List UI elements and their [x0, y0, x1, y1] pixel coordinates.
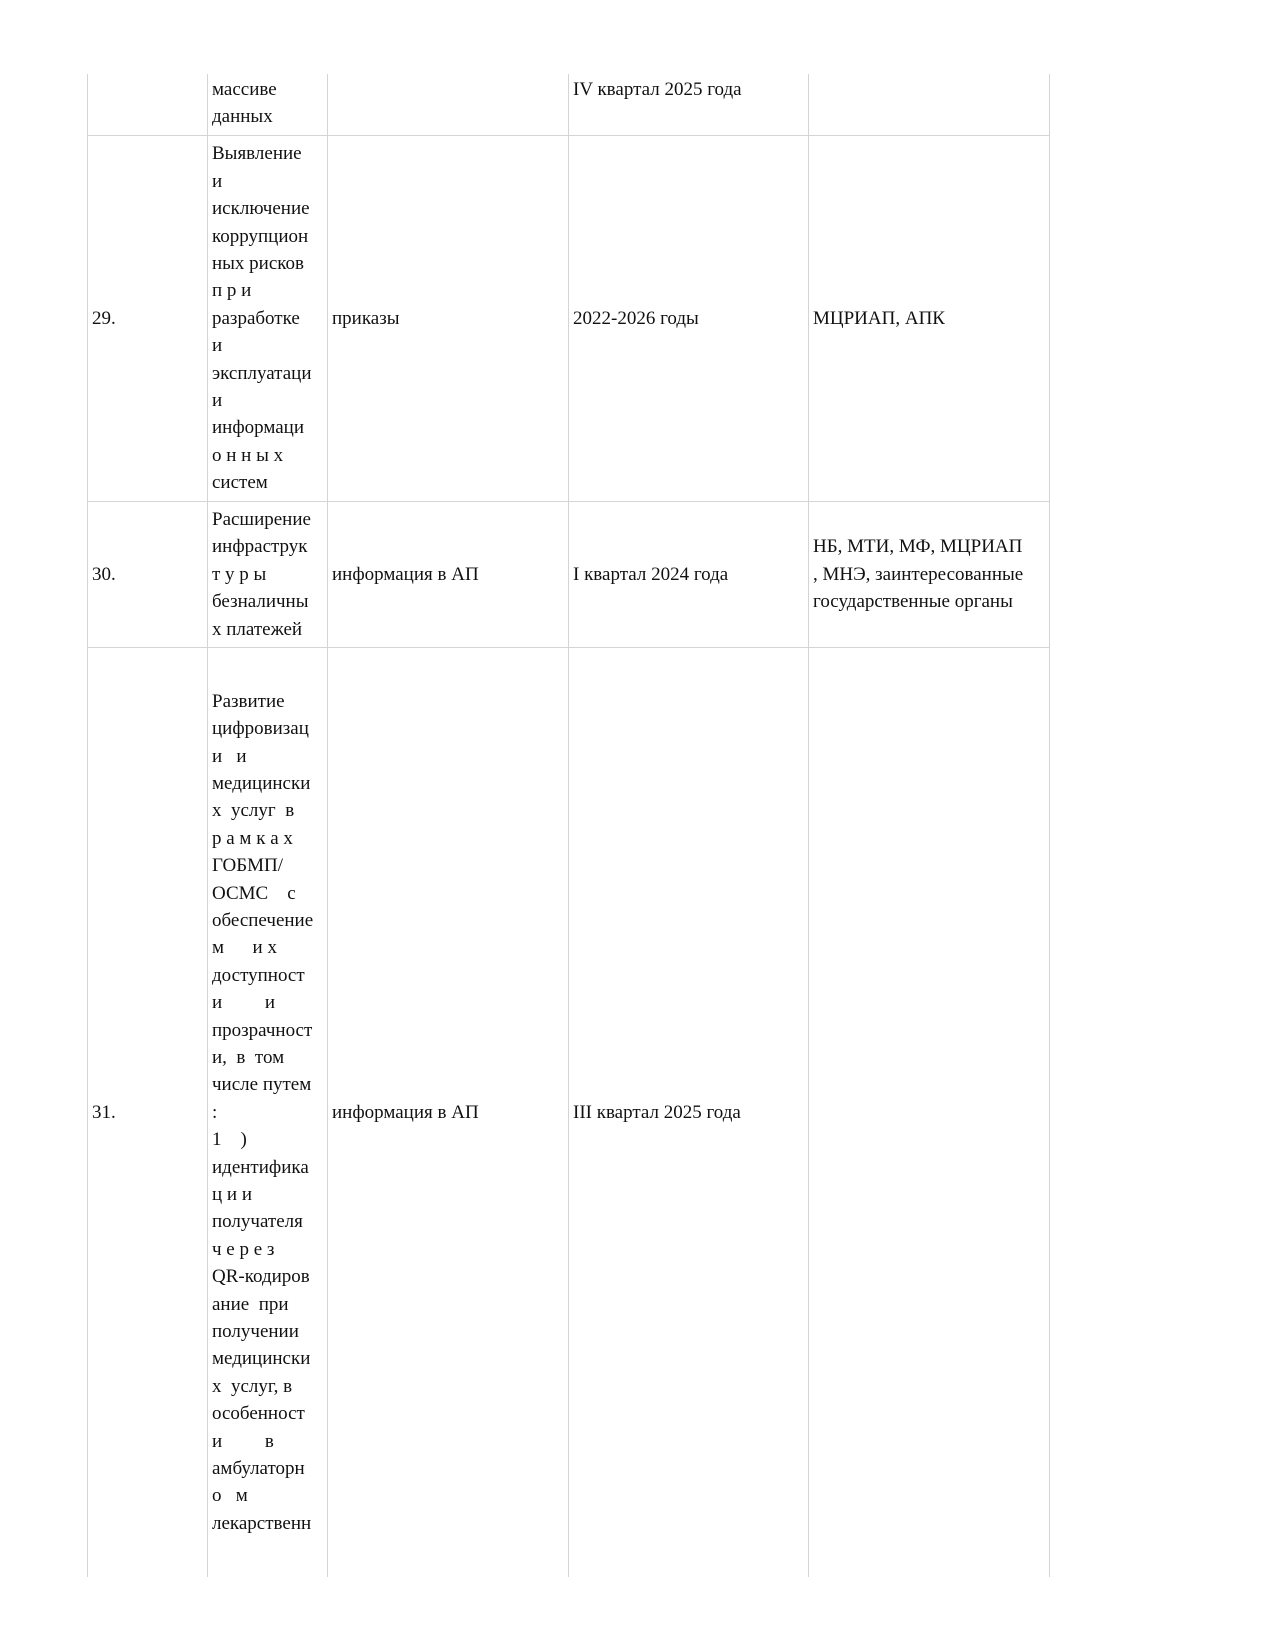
measure-name-line: числе путем [212, 1074, 312, 1096]
row-number-cell [88, 74, 208, 136]
responsible-cell [809, 502, 1050, 648]
measure-name-line: эксплуатаци [212, 362, 312, 384]
table-row [88, 648, 1050, 1578]
responsible-line: , МНЭ, заинтересованные [813, 563, 1024, 585]
measure-name-line: ОСМС с [212, 882, 296, 904]
deadline-cell: 2022-2026 годы [569, 136, 809, 502]
row-number-cell: 30. [88, 502, 208, 648]
measure-name-line: т у р ы [212, 563, 267, 585]
row-number-cell: 31. [88, 648, 208, 1578]
completion-form-cell: приказы [328, 136, 569, 502]
measure-name-line: цифровизац [212, 718, 309, 740]
measure-name-line: ц и и [212, 1184, 253, 1206]
document-page [87, 74, 1049, 1580]
measure-name-line: о м [212, 1485, 248, 1507]
row-number-cell: 29. [88, 136, 208, 502]
responsible-line: государственные органы [813, 591, 1013, 613]
measure-name-line: р а м к а х [212, 827, 293, 849]
measure-name-line: безналичны [212, 591, 309, 613]
responsible-cell [809, 74, 1050, 136]
measure-name-line: х услуг в [212, 800, 295, 822]
measure-name-line: систем [212, 472, 268, 494]
completion-form-cell: информация в АП [328, 648, 569, 1578]
measure-name-line: обеспечение [212, 909, 314, 931]
measure-name-line: исключение [212, 198, 310, 220]
measure-name-cell [208, 502, 328, 648]
measure-name-line: м и х [212, 937, 277, 959]
table-row [88, 502, 1050, 648]
measure-name-line: Выявление [212, 143, 302, 165]
measure-name-line: получателя [212, 1211, 303, 1233]
measure-name-line: х услуг, в [212, 1375, 293, 1397]
responsible-line: НБ, МТИ, МФ, МЦРИАП [813, 536, 1023, 558]
measure-name-text [212, 76, 323, 131]
measure-name-line: амбулаторн [212, 1458, 305, 1480]
measure-name-line: QR-кодиров [212, 1266, 310, 1288]
measure-name-cell [208, 74, 328, 136]
deadline-cell: IV квартал 2025 года [569, 74, 809, 136]
responsible-line: МЦРИАП, АПК [813, 307, 945, 329]
measure-name-line: и [212, 170, 223, 192]
measure-name-line: лекарственн [212, 1512, 312, 1534]
measure-name-text [212, 140, 323, 496]
measure-name-line: Расширение [212, 508, 311, 530]
measure-name-text [212, 688, 323, 1538]
deadline-cell: III квартал 2025 года [569, 648, 809, 1578]
measure-name-line: и [212, 335, 223, 357]
measure-name-line: прозрачност [212, 1019, 313, 1041]
measure-name-line: медицински [212, 1348, 311, 1370]
measure-name-line: особенност [212, 1403, 305, 1425]
measure-name-line: массиве [212, 79, 277, 100]
completion-form-cell [328, 74, 569, 136]
measure-name-line: ч е р е з [212, 1238, 275, 1260]
measure-name-line: получении [212, 1321, 299, 1343]
measure-name-line: и [212, 390, 223, 412]
measure-name-line: идентифика [212, 1156, 309, 1178]
table-row [88, 136, 1050, 502]
action-plan-table [87, 74, 1050, 1577]
measure-name-line: : [212, 1101, 218, 1123]
deadline-cell: I квартал 2024 года [569, 502, 809, 648]
measure-name-line: ных рисков [212, 252, 305, 274]
measure-name-line: и и [212, 992, 276, 1014]
measure-name-line: о н н ы х [212, 444, 284, 466]
measure-name-line: и и [212, 745, 247, 767]
measure-name-line: и, в том [212, 1046, 285, 1068]
measure-name-line: коррупцион [212, 225, 309, 247]
measure-name-line: и в [212, 1430, 274, 1452]
measure-name-line: информаци [212, 417, 305, 439]
measure-name-line: Развитие [212, 690, 285, 712]
measure-name-cell [208, 648, 328, 1578]
measure-name-line: ГОБМП/ [212, 855, 284, 877]
measure-name-line: медицински [212, 772, 311, 794]
responsible-cell [809, 648, 1050, 1578]
measure-name-line: п р и [212, 280, 252, 302]
measure-name-line: инфраструк [212, 536, 308, 558]
responsible-cell [809, 136, 1050, 502]
measure-name-text [212, 506, 323, 643]
measure-name-line: ание при [212, 1293, 289, 1315]
completion-form-cell: информация в АП [328, 502, 569, 648]
measure-name-line: 1 ) [212, 1129, 247, 1151]
table-row [88, 74, 1050, 136]
measure-name-cell [208, 136, 328, 502]
measure-name-line: доступност [212, 964, 305, 986]
measure-name-line: х платежей [212, 618, 303, 640]
measure-name-line: разработке [212, 307, 300, 329]
measure-name-line: данных [212, 106, 273, 128]
